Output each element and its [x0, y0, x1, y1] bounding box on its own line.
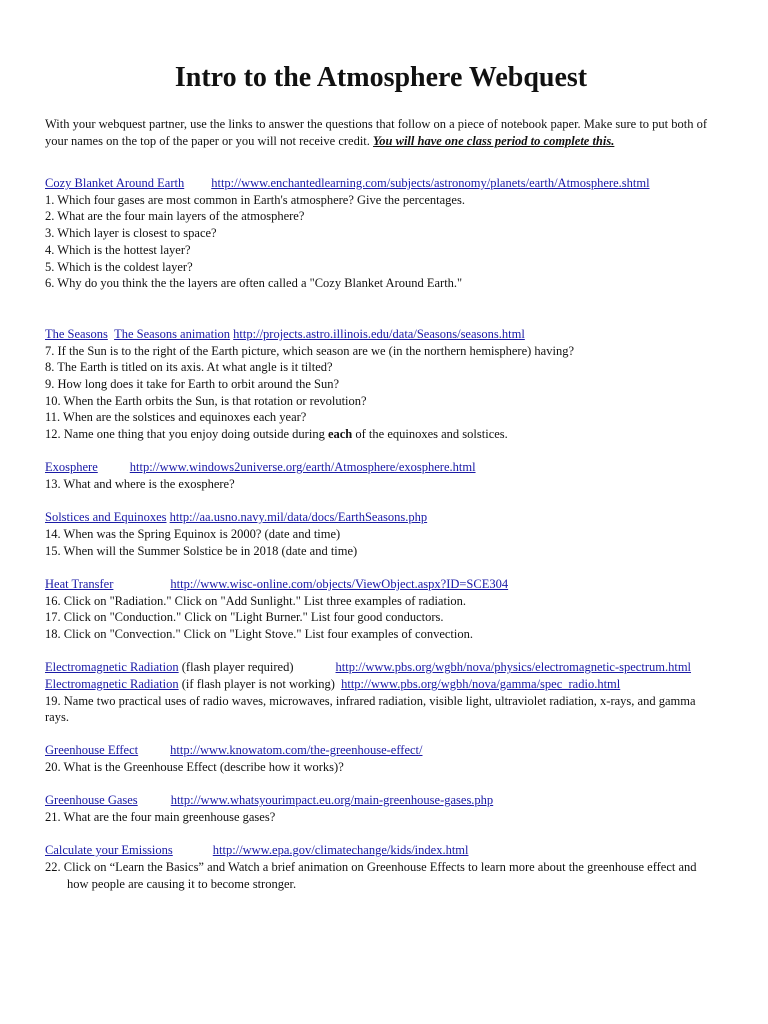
question-18: 18. Click on "Convection." Click on "Light Stove." List four examples of convection.: [45, 626, 473, 641]
question-8: 8. The Earth is titled on its axis. At what angle is it tilted?: [45, 360, 333, 375]
question-12-text: 12. Name one thing that you enjoy doing outside during: [45, 427, 328, 442]
solstices-link[interactable]: Solstices and Equinoxes: [45, 510, 167, 525]
question-14: 14. When was the Spring Equinox is 2000? (date and time): [45, 526, 341, 541]
question-12-text-end: of the equinoxes and solstices.: [352, 427, 508, 442]
section-emissions: [45, 842, 717, 892]
seasons-animation-link[interactable]: The Seasons animation: [114, 326, 231, 341]
question-7: 7. If the Sun is to the right of the Earth picture, which season are we (in the northern hemisphere) having?: [45, 343, 575, 358]
intro-emphasis: You will have one class period to complete this.: [373, 134, 615, 148]
cozy-blanket-link[interactable]: Cozy Blanket Around Earth: [45, 176, 185, 190]
emissions-url[interactable]: http://www.epa.gov/climatechange/kids/index.html: [212, 843, 469, 858]
em-radiation-url-2[interactable]: http://www.pbs.org/wgbh/nova/gamma/spec_radio.html: [341, 676, 621, 691]
em-note-1: (flash player required): [178, 660, 294, 675]
seasons-link[interactable]: The Seasons: [45, 326, 108, 341]
intro-paragraph: [45, 116, 717, 150]
question-5: 5. Which is the coldest layer?: [45, 259, 193, 274]
section-seasons: [45, 326, 717, 443]
em-radiation-link-2[interactable]: Electromagnetic Radiation: [45, 676, 179, 691]
page-title: Intro to the Atmosphere Webquest: [174, 62, 588, 93]
question-3: 3. Which layer is closest to space?: [45, 226, 217, 241]
question-2: 2. What are the four main layers of the atmosphere?: [45, 209, 305, 224]
em-radiation-url[interactable]: http://www.pbs.org/wgbh/nova/physics/electromagnetic-spectrum.html: [335, 660, 692, 675]
greenhouse-gases-link[interactable]: Greenhouse Gases: [45, 793, 138, 808]
question-22: 22. Click on “Learn the Basics” and Watch a brief animation on Greenhouse Effects to learn more about the greenhouse effect and how people are causing it to become stronger.: [45, 860, 697, 891]
question-9: 9. How long does it take for Earth to orbit around the Sun?: [45, 377, 340, 392]
question-15: 15. When will the Summer Solstice be in 2018 (date and time): [45, 543, 358, 558]
em-note-2: (if flash player is not working): [178, 676, 342, 691]
seasons-url[interactable]: http://projects.astro.illinois.edu/data/Seasons/seasons.html: [233, 326, 525, 341]
question-1: 1. Which four gases are most common in Earth's atmosphere? Give the percentages.: [45, 192, 465, 207]
solstices-url[interactable]: http://aa.usno.navy.mil/data/docs/EarthSeasons.php: [169, 510, 428, 525]
emissions-link[interactable]: Calculate your Emissions: [45, 843, 173, 858]
question-13: 13. What and where is the exosphere?: [45, 477, 235, 492]
section-heat-transfer: [45, 576, 717, 643]
question-6: 6. Why do you think the the layers are often called a "Cozy Blanket Around Earth.": [45, 276, 463, 291]
cozy-blanket-url[interactable]: http://www.enchantedlearning.com/subjects/astronomy/planets/earth/Atmosphere.shtml: [211, 176, 650, 190]
section-greenhouse-gases: [45, 792, 717, 825]
question-12-bold: each: [327, 427, 353, 442]
em-line-1: [45, 659, 717, 676]
intro-text: With your webquest partner, use the links to answer the questions that follow on a piece of notebook paper. Make sure to put both of your names on the top of the paper or you will not receive credit.: [45, 117, 708, 148]
heat-transfer-link[interactable]: Heat Transfer: [45, 576, 114, 591]
em-line-2: [45, 676, 717, 693]
question-4: 4. Which is the hottest layer?: [45, 242, 191, 257]
section-greenhouse-effect: [45, 742, 717, 775]
question-12: [45, 426, 717, 443]
section-solstices: [45, 509, 717, 559]
greenhouse-effect-link[interactable]: Greenhouse Effect: [45, 743, 139, 758]
greenhouse-effect-url[interactable]: http://www.knowatom.com/the-greenhouse-effect/: [170, 743, 423, 758]
question-10: 10. When the Earth orbits the Sun, is that rotation or revolution?: [45, 393, 367, 408]
question-20: 20. What is the Greenhouse Effect (describe how it works)?: [45, 760, 344, 775]
section-exosphere: [45, 459, 717, 492]
exosphere-link[interactable]: Exosphere: [45, 460, 98, 475]
question-11: 11. When are the solstices and equinoxes each year?: [45, 410, 307, 425]
question-16: 16. Click on "Radiation." Click on "Add Sunlight." List three examples of radiation.: [45, 593, 467, 608]
section-cozy-blanket: [45, 175, 717, 292]
greenhouse-gases-url[interactable]: http://www.whatsyourimpact.eu.org/main-greenhouse-gases.php: [170, 793, 494, 808]
exosphere-url[interactable]: http://www.windows2universe.org/earth/Atmosphere/exosphere.html: [129, 460, 476, 475]
em-radiation-link[interactable]: Electromagnetic Radiation: [45, 660, 179, 675]
heat-transfer-url[interactable]: http://www.wisc-online.com/objects/ViewObject.aspx?ID=SCE304: [170, 576, 509, 591]
section-electromagnetic: [45, 659, 717, 726]
question-21: 21. What are the four main greenhouse gases?: [45, 810, 276, 825]
worksheet-page: [45, 60, 717, 909]
question-17: 17. Click on "Conduction." Click on "Light Burner." List four good conductors.: [45, 610, 444, 625]
question-19: 19. Name two practical uses of radio waves, microwaves, infrared radiation, visible light, ultraviolet radiation, x-rays, and gamma rays.: [45, 693, 696, 725]
